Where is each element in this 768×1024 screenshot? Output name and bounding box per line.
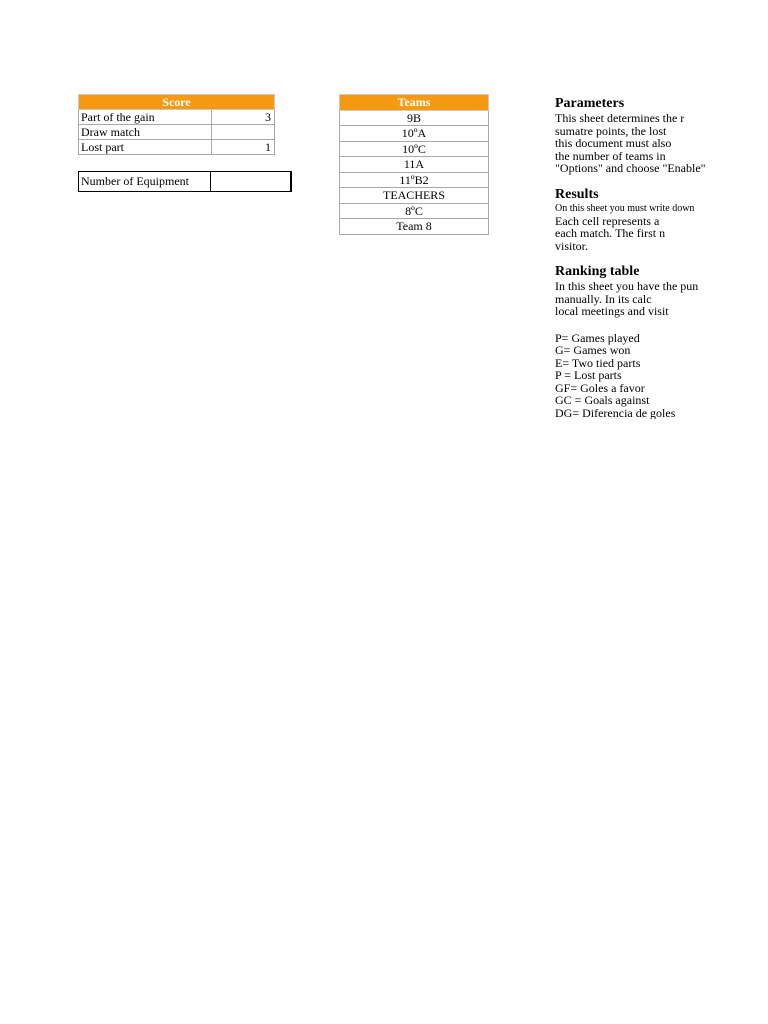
score-value-lost[interactable]: 1 (212, 140, 275, 155)
teams-header: Teams (340, 95, 489, 111)
results-small-line: On this sheet you must write down (555, 202, 695, 214)
ranking-line: manually. In its calc (555, 291, 652, 306)
legend-line: GF= Goles a favor (555, 380, 645, 395)
score-label-draw[interactable]: Draw match (79, 125, 212, 140)
score-value-gain[interactable]: 3 (212, 110, 275, 125)
score-label-lost[interactable]: Lost part (79, 140, 212, 155)
legend-line: GC = Goals against (555, 393, 650, 407)
results-line: Each cell represents a (555, 213, 660, 228)
equipment-row (78, 171, 292, 192)
legend-line: G= Games won (555, 343, 631, 357)
team-cell[interactable]: 8ºC (340, 203, 489, 219)
ranking-line: local meetings and visit (555, 304, 669, 318)
table-row (79, 140, 275, 155)
table-row (79, 110, 275, 125)
teams-table (339, 94, 489, 235)
team-cell[interactable]: 11ºB2 (340, 172, 489, 188)
legend-line: P= Games played (555, 330, 640, 345)
score-table (78, 94, 275, 155)
equipment-input[interactable] (211, 171, 291, 191)
team-cell[interactable]: 9B (340, 110, 489, 126)
team-cell[interactable]: TEACHERS (340, 188, 489, 204)
ranking-line: In this sheet you have the pun (555, 279, 699, 293)
parameters-title: Parameters (555, 96, 625, 111)
parameters-line: sumatre points, the lost (555, 123, 667, 138)
score-header: Score (79, 95, 275, 110)
team-cell[interactable]: Team 8 (340, 219, 489, 235)
notes-panel (555, 96, 768, 419)
team-cell[interactable]: 10ºC (340, 141, 489, 157)
parameters-line: This sheet determines the r (555, 111, 685, 125)
results-line: each match. The first n (555, 226, 666, 240)
legend-line: P = Lost parts (555, 368, 622, 382)
legend-line: DG= Diferencia de goles (555, 405, 676, 419)
score-label-gain[interactable]: Part of the gain (79, 110, 212, 125)
results-line: visitor. (555, 238, 589, 253)
score-value-draw[interactable] (212, 125, 275, 140)
parameters-line: "Options" and choose "Enable" (555, 161, 706, 175)
legend-line: E= Two tied parts (555, 355, 641, 370)
parameters-line: this document must also (555, 136, 672, 150)
table-row (79, 125, 275, 140)
team-cell[interactable]: 11A (340, 157, 489, 173)
results-title: Results (555, 186, 599, 202)
equipment-label: Number of Equipment (79, 172, 211, 191)
parameters-line: the number of teams in (555, 148, 666, 163)
ranking-title: Ranking table (555, 264, 640, 279)
team-cell[interactable]: 10ºA (340, 126, 489, 142)
